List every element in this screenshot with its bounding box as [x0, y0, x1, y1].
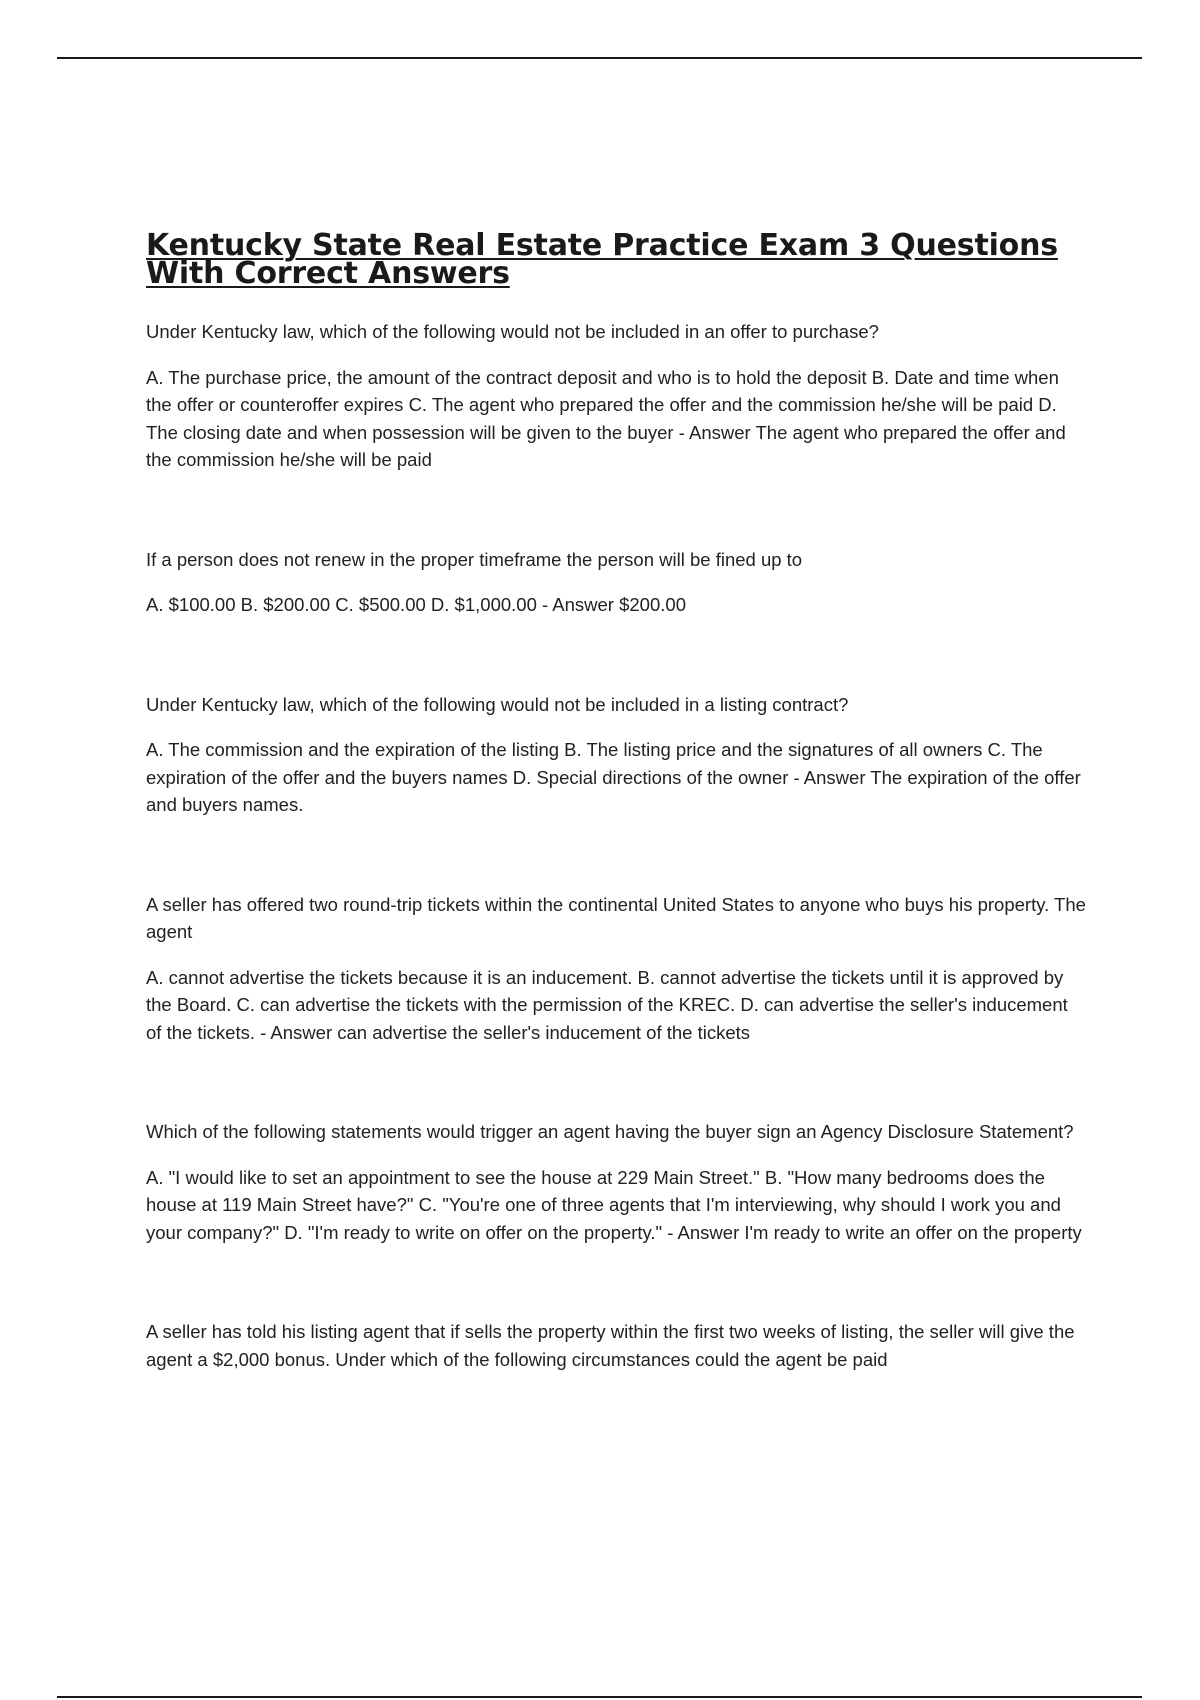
- qa-item-6: [146, 1318, 1086, 1373]
- qa-item-1: [146, 318, 1086, 474]
- question-text: Under Kentucky law, which of the following would not be included in a listing contract?: [146, 693, 849, 715]
- answer-text: A. The commission and the expiration of the listing B. The listing price and the signatures of all owners C. The expiration of the offer and the buyers names D. Special directions of the owner - Answer The expiration of the offer and buyers names.: [146, 739, 1081, 815]
- question-text: A seller has told his listing agent that if sells the property within the first two weeks of listing, the seller will give the agent a $2,000 bonus. Under which of the following circumstances could the agent be paid: [146, 1321, 1075, 1370]
- qa-item-5: [146, 1118, 1086, 1246]
- answer-text: A. The purchase price, the amount of the contract deposit and who is to hold the deposit B. Date and time when the offer or counteroffer expires C. The agent who prepared the offer and the commission he/she will be paid D. The closing date and when possession will be given to the buyer - Answer The agent who prepared the offer and the commission he/she will be paid: [146, 366, 1066, 470]
- document-body: [146, 228, 1086, 1391]
- qa-item-3: [146, 691, 1086, 819]
- question-text: If a person does not renew in the proper timeframe the person will be fined up to: [146, 548, 803, 570]
- question-text: A seller has offered two round-trip tickets within the continental United States to anyone who buys his property. The agent: [146, 893, 1086, 942]
- qa-item-4: [146, 891, 1086, 1047]
- answer-text: A. $100.00 B. $200.00 C. $500.00 D. $1,000.00 - Answer $200.00: [146, 594, 686, 615]
- document-title: Kentucky State Real Estate Practice Exam 3 Questions With Correct Answers: [146, 228, 1058, 291]
- header-rule: [57, 57, 1142, 59]
- question-text: Which of the following statements would trigger an agent having the buyer sign an Agency Disclosure Statement?: [146, 1121, 1074, 1142]
- question-text: Under Kentucky law, which of the following would not be included in an offer to purchase?: [146, 321, 879, 342]
- answer-text: A. cannot advertise the tickets because it is an inducement. B. cannot advertise the tickets until it is approved by the Board. C. can advertise the tickets with the permission of the KREC. D. can advertise the seller's inducement of the tickets. - Answer can advertise the seller's inducement of the tickets: [146, 966, 1068, 1043]
- footer-rule: [57, 1696, 1142, 1698]
- qa-item-2: [146, 546, 1086, 619]
- answer-text: A. "I would like to set an appointment to see the house at 229 Main Street." B. "How many bedrooms does the house at 119 Main Street have?" C. "You're one of three agents that I'm interviewing, why should I work you and your company?" D. "I'm ready to write on offer on the property." - Answer I'm ready to write an offer on the property: [146, 1166, 1082, 1243]
